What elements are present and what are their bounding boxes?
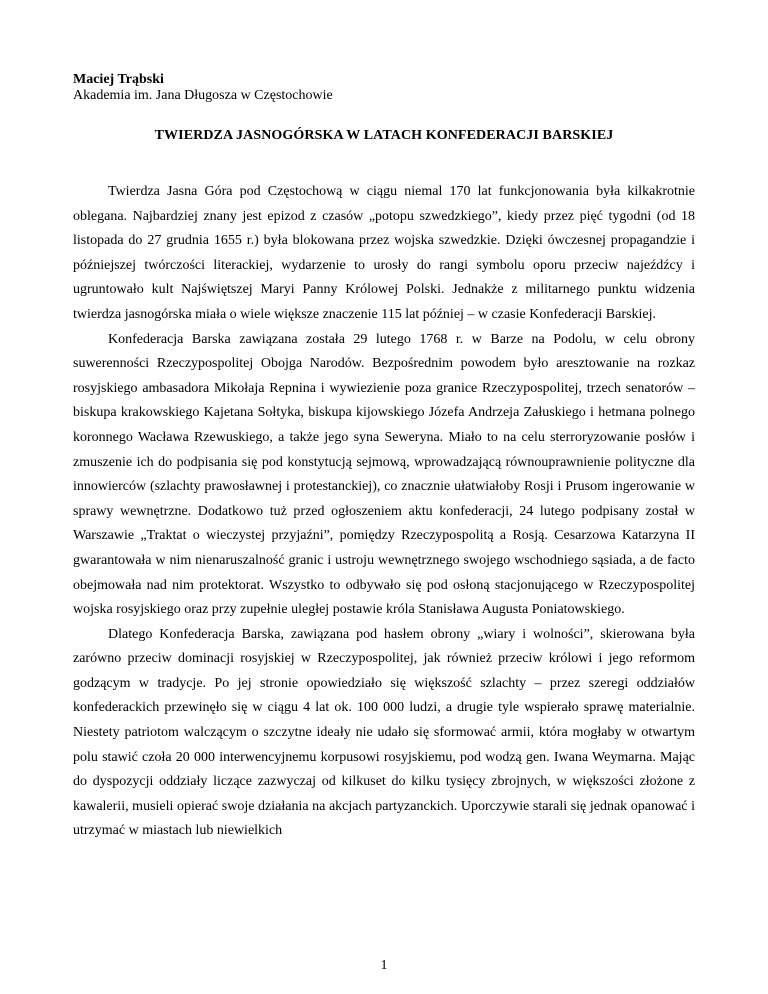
article-body xyxy=(73,180,695,844)
paragraph-3: Dlatego Konfederacja Barska, zawiązana pod hasłem obrony „wiary i wolności”, skierowana była zarówno przeciw dominacji rosyjskiej w Rzeczypospolitej, jak również przeciw królowi i jego reformom godzącym w tradycje. Po jej stronie opowiedziało się większość szlachty – przez szeregi oddziałów konfederackich przewinęło się w ciągu 4 lat ok. 100 000 ludzi, a drugie tyle wspierało sprawę materialnie. Niestety patriotom walczącym o szczytne ideały nie udało się sformować armii, która mogłaby w otwartym polu stawić czoła 20 000 interwencyjnemu korpusowi rosyjskiemu, pod wodzą gen. Iwana Weymarna. Mając do dyspozycji oddziały liczące zazwyczaj od kilkuset do kilku tysięcy zbrojnych, w większości złożone z kawalerii, musieli opierać swoje działania na akcjach partyzanckich. Uporczywie starali się jednak opanować i utrzymać w miastach lub niewielkich xyxy=(73,626,695,839)
paragraph-2: Konfederacja Barska zawiązana została 29 lutego 1768 r. w Barze na Podolu, w celu obrony suwerenności Rzeczypospolitej Obojga Narodów. Bezpośrednim powodem było aresztowanie na rozkaz rosyjskiego ambasadora Mikołaja Repnina i wywiezienie poza granice Rzeczypospolitej, trzech senatorów – biskupa krakowskiego Kajetana Sołtyka, biskupa kijowskiego Józefa Andrzeja Załuskiego i hetmana polnego koronnego Wacława Rzewuskiego, a także jego syna Seweryna. Miało to na celu sterroryzowanie posłów i zmuszenie ich do podpisania się pod konstytucją sejmową, wprowadzającą równouprawnienie polityczne dla innowierców (szlachty prawosławnej i protestanckiej), co znacznie ułatwiałoby Rosji i Prusom ingerowanie w sprawy wewnętrzne. Dodatkowo tuż przed ogłoszeniem aktu konfederacji, 24 lutego podpisany został w Warszawie „Traktat o wieczystej przyjaźni”, pomiędzy Rzeczypospolitą a Rosją. Cesarzowa Katarzyna II gwarantowała w nim nienaruszalność granic i ustroju wewnętrznego swojego wschodniego sąsiada, a de facto obejmowała nad nim protektorat. Wszystko to odbywało się pod osłoną stacjonującego w Rzeczypospolitej wojska rosyjskiego oraz przy zupełnie uległej postawie króla Stanisława Augusta Poniatowskiego. xyxy=(73,331,695,618)
document-page xyxy=(73,72,695,844)
author-affiliation: Akademia im. Jana Długosza w Częstochowie xyxy=(73,88,333,103)
author-name: Maciej Trąbski xyxy=(73,72,164,87)
paragraph-1: Twierdza Jasna Góra pod Częstochową w ciągu niemal 170 lat funkcjonowania była kilkakrotnie oblegana. Najbardziej znany jest epizod z czasów „potopu szwedzkiego”, kiedy przez pięć tygodni (od 18 listopada do 27 grudnia 1655 r.) była blokowana przez wojska szwedzkie. Dzięki ówczesnej propagandzie i późniejszej twórczości literackiej, wydarzenie to urosły do rangi symbolu oporu przeciw najeźdźcy i ugruntowało kult Najświętszej Maryi Panny Królowej Polski. Jednakże z militarnego punktu widzenia twierdza jasnogórska miała o wiele większe znaczenie 115 lat później – w czasie Konfederacji Barskiej. xyxy=(73,184,695,322)
page-number: 1 xyxy=(380,958,388,973)
article-title: TWIERDZA JASNOGÓRSKA W LATACH KONFEDERACJI BARSKIEJ xyxy=(154,128,614,143)
